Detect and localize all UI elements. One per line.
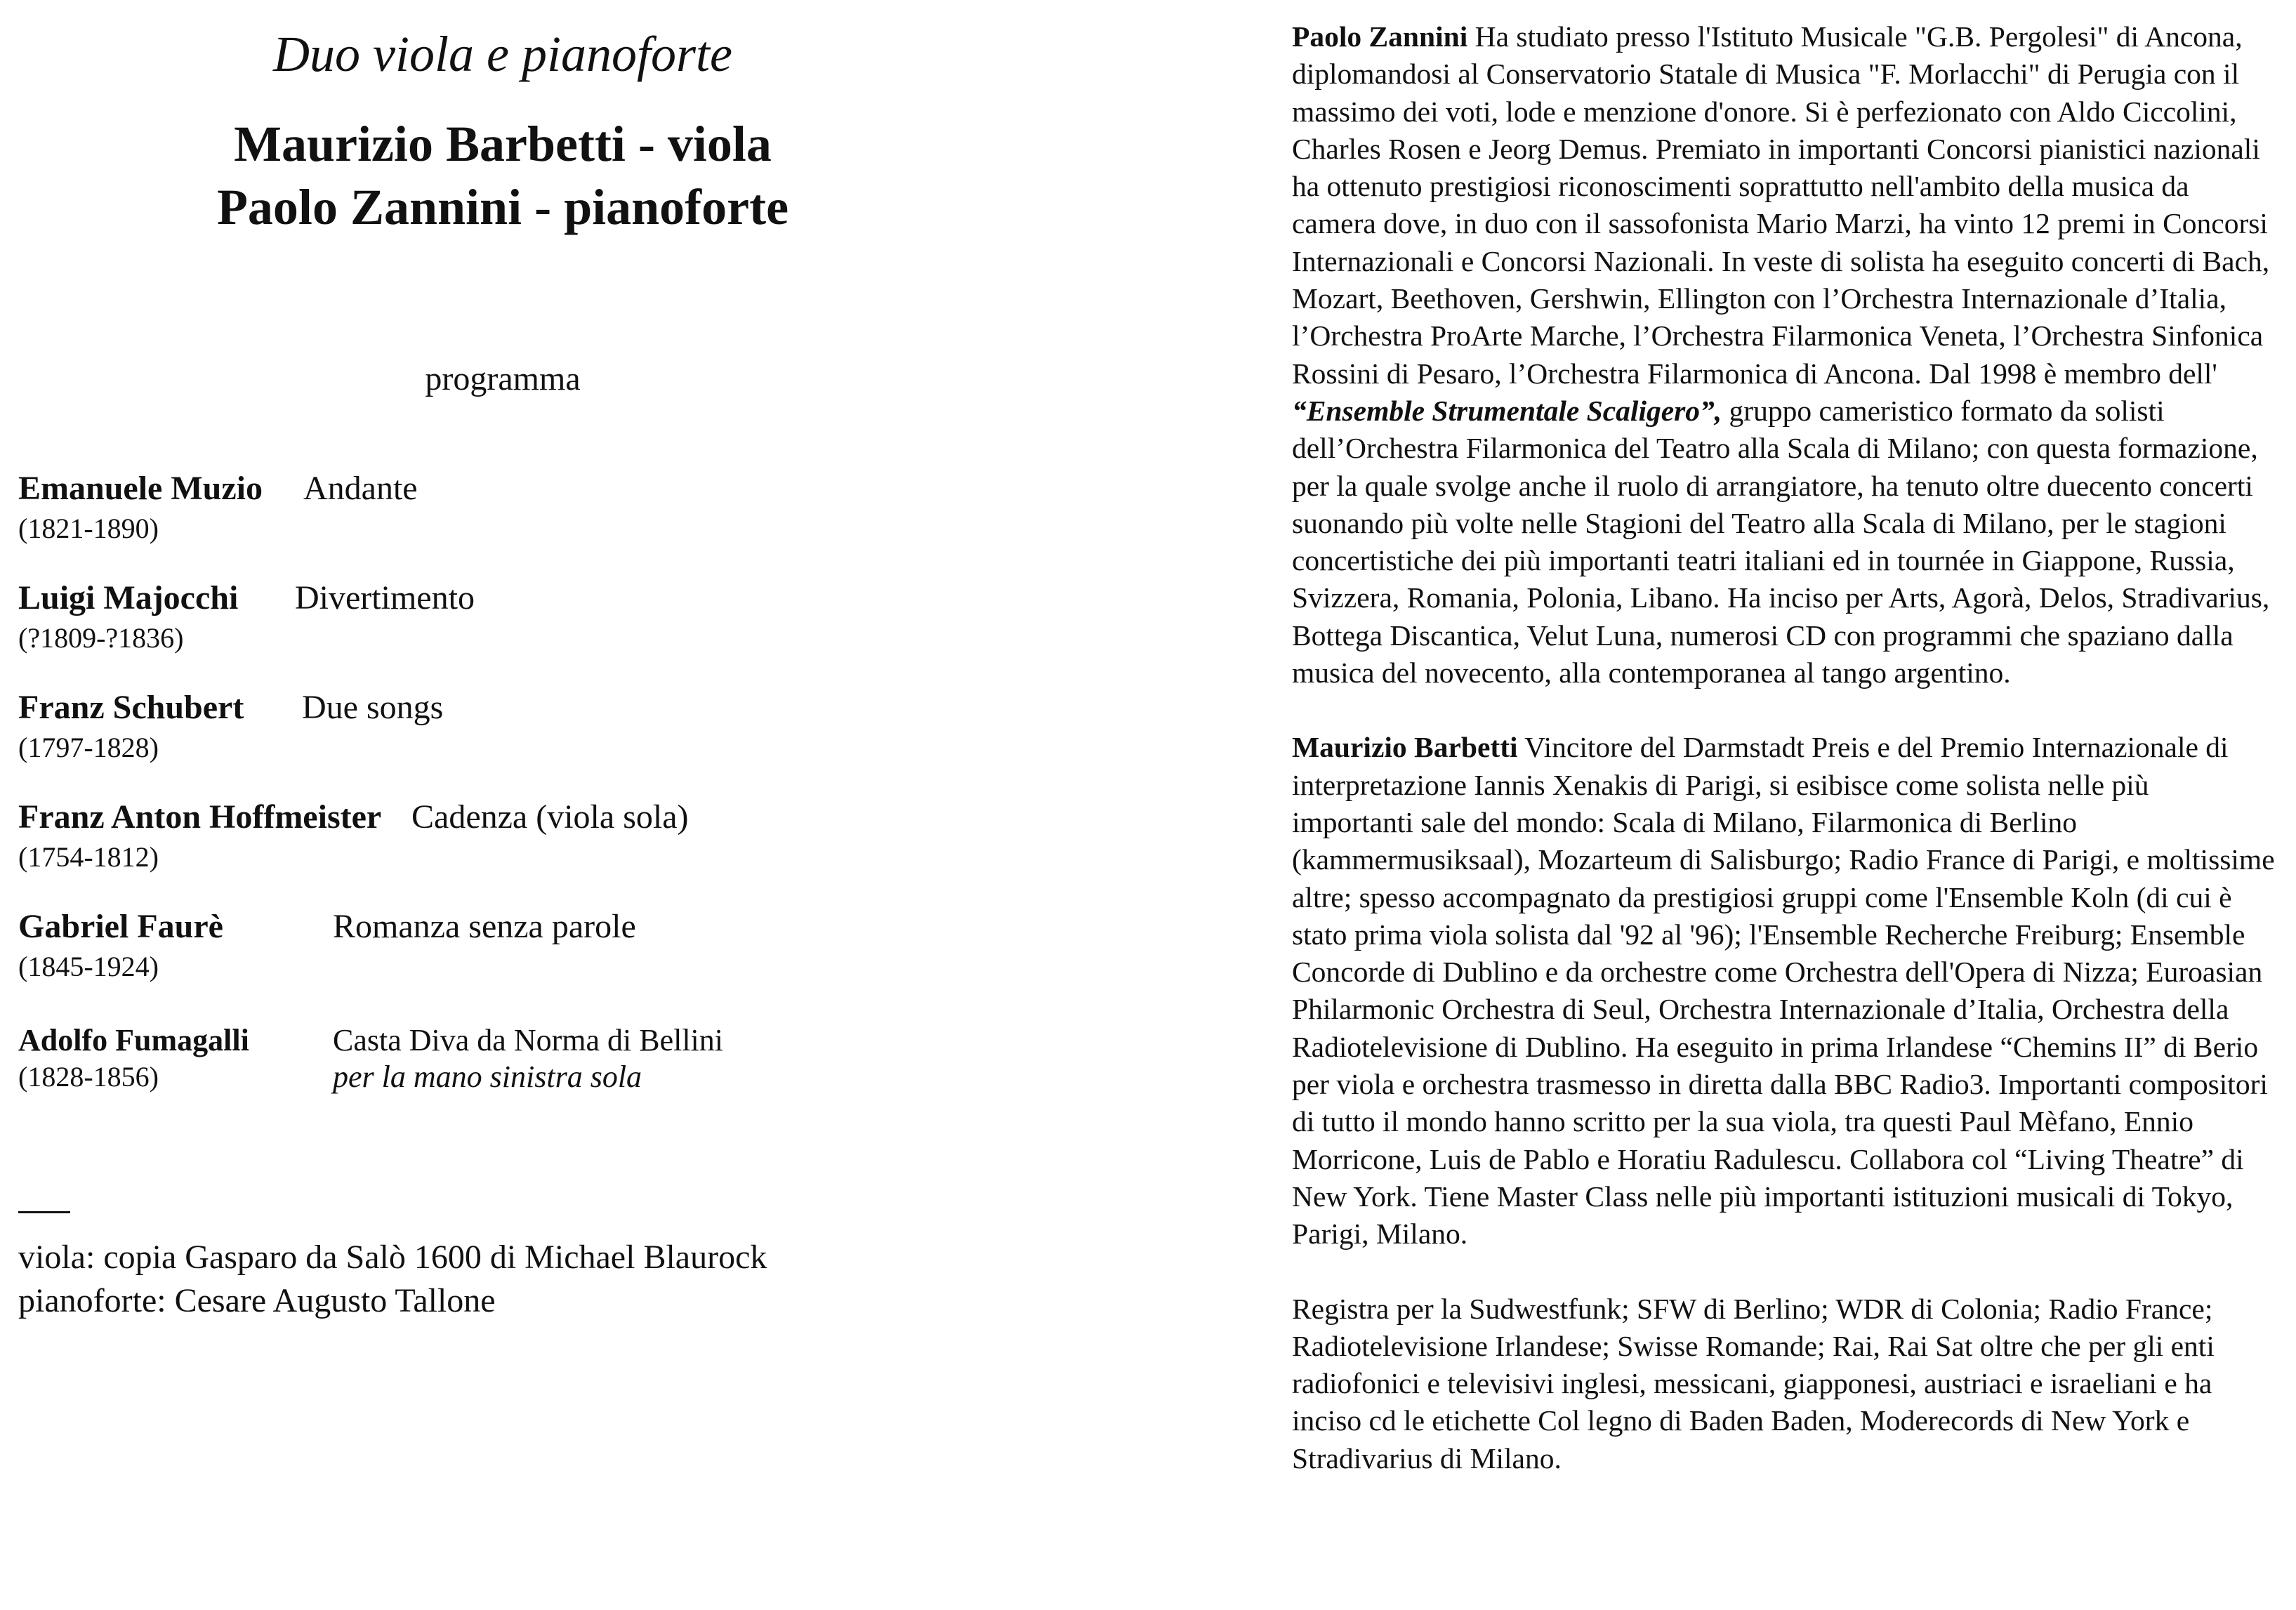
work-title: Cadenza (viola sola) [411, 798, 689, 836]
bio-text: gruppo cameristico formato da solisti dell’Orchestra Filarmonica del Teatro alla Scala di Milano; con questa formazione, per la quale svolge anche il ruolo di arrangiatore, ha tenuto oltre duecento concerti suonando più volte nelle Stagioni del Teatro alla Scala di Milano, per le stagioni concertistiche dei più importanti teatri italiani ed in tournée in Giappone, Russia, Svizzera, Romania, Polonia, Libano. Ha inciso per Arts, Agorà, Delos, Stradivarius, Bottega Discantica, Velut Luna, numerosi CD con programmi che spaziano dalla musica del novecento, alla contemporanea al tango argentino. [1292, 394, 2270, 689]
composer-name: Adolfo Fumagalli [18, 1023, 249, 1057]
performer-viola: Maurizio Barbetti - viola [234, 116, 772, 172]
bio-zannini [1292, 18, 2275, 692]
bio-barbetti [1292, 729, 2275, 1253]
right-page [1292, 18, 2275, 1477]
work-title: Casta Diva da Norma di Bellini [333, 1023, 723, 1057]
program-heading: programma [425, 360, 581, 397]
composer-name: Emanuele Muzio [18, 470, 263, 507]
program-item [18, 905, 987, 985]
instruments-note [18, 1236, 767, 1323]
ensemble-name: “Ensemble Strumentale Scaligero”, [1292, 394, 1722, 427]
program-item [18, 1022, 987, 1095]
work-note: per la mano sinistra sola [333, 1060, 642, 1094]
performers-block [18, 112, 987, 239]
performer-piano: Paolo Zannini - pianoforte [216, 179, 789, 235]
separator-line [18, 1211, 70, 1213]
bio-name: Paolo Zannini [1292, 20, 1468, 53]
program-item [18, 467, 987, 547]
program-item [18, 796, 987, 876]
composer-dates: (1845-1924) [18, 951, 159, 982]
program-item [18, 686, 987, 766]
viola-instrument: viola: copia Gasparo da Salò 1600 di Michael Blaurock [18, 1239, 767, 1276]
bio-text: Ha studiato presso l'Istituto Musicale "G.B. Pergolesi" di Ancona, diplomandosi al Conservatorio Statale di Musica "F. Morlacchi" di Perugia con il massimo dei voti, lode e menzione d'onore. Si è perfezionato con Aldo Ciccolini, Charles Rosen e Jeorg Demus. Premiato in importanti Concorsi pianistici nazionali ha ottenuto prestigiosi riconoscimenti soprattutto nell'ambito della musica da camera dove, in duo con il sassofonista Mario Marzi, ha vinto 12 premi in Concorsi Internazionali e Concorsi Nazionali. In veste di solista ha eseguito concerti di Bach, Mozart, Beethoven, Gershwin, Ellington con l’Orchestra Internazionale d’Italia, l’Orchestra ProArte Marche, l’Orchestra Filarmonica Veneta, l’Orchestra Sinfonica Rossini di Pesaro, l’Orchestra Filarmonica di Ancona. Dal 1998 è membro dell' [1292, 20, 2270, 390]
work-title: Due songs [302, 689, 444, 726]
concert-subtitle: Duo viola e pianoforte [273, 26, 732, 82]
recordings-paragraph: Registra per la Sudwestfunk; SFW di Berlino; WDR di Colonia; Radio France; Radiotelevisione Irlandese; Swisse Romande; Rai, Rai Sat oltre che per gli enti radiofonici e televisivi inglesi, messicani, giapponesi, austriaci e israeliani e ha inciso cd le etichette Col legno di Baden Baden, Moderecords di New York e Stradivarius di Milano. [1292, 1292, 2215, 1474]
program-item [18, 576, 987, 656]
composer-dates: (1797-1828) [18, 732, 159, 763]
bio-name: Maurizio Barbetti [1292, 731, 1518, 764]
composer-name: Franz Anton Hoffmeister [18, 798, 382, 836]
composer-dates: (1828-1856) [18, 1061, 159, 1093]
work-title: Romanza senza parole [333, 908, 636, 945]
bio-text: Vincitore del Darmstadt Preis e del Premio Internazionale di interpretazione Iannis Xenakis di Parigi, si esibisce come solista nelle più importanti sale del mondo: Scala di Milano, Filarmonica di Berlino (kammermusiksaal), Mozarteum di Salisburgo; Radio France di Parigi, e moltissime altre; spesso accompagnato da prestigiosi gruppi come l'Ensemble Koln (di cui è stato prima viola solista dal '92 al '96); l'Ensemble Recherche Freiburg; Ensemble Concorde di Dublino e da orchestre come Orchestra dell'Opera di Nizza; Euroasian Philarmonic Orchestra di Seul, Orchestra Internazionale d’Italia, Orchestra della Radiotelevisione di Dublino. Ha eseguito in prima Irlandese “Chemins II” di Berio per viola e orchestra trasmesso in diretta dalla BBC Radio3. Importanti compositori di tutto il mondo hanno scritto per la sua viola, tra questi Paul Mèfano, Ennio Morricone, Luis de Pablo e Horatiu Radulescu. Collabora col “Living Theatre” di New York. Tiene Master Class nelle più importanti istituzioni musicali di Tokyo, Parigi, Milano. [1292, 731, 2275, 1251]
composer-dates: (1821-1890) [18, 513, 159, 544]
composer-name: Gabriel Faurè [18, 908, 223, 945]
composer-dates: (1754-1812) [18, 841, 159, 873]
composer-dates: (?1809-?1836) [18, 622, 184, 654]
work-title: Andante [303, 470, 418, 507]
composer-name: Luigi Majocchi [18, 579, 239, 616]
work-title: Divertimento [295, 579, 475, 616]
composer-name: Franz Schubert [18, 689, 244, 726]
piano-instrument: pianoforte: Cesare Augusto Tallone [18, 1282, 496, 1319]
